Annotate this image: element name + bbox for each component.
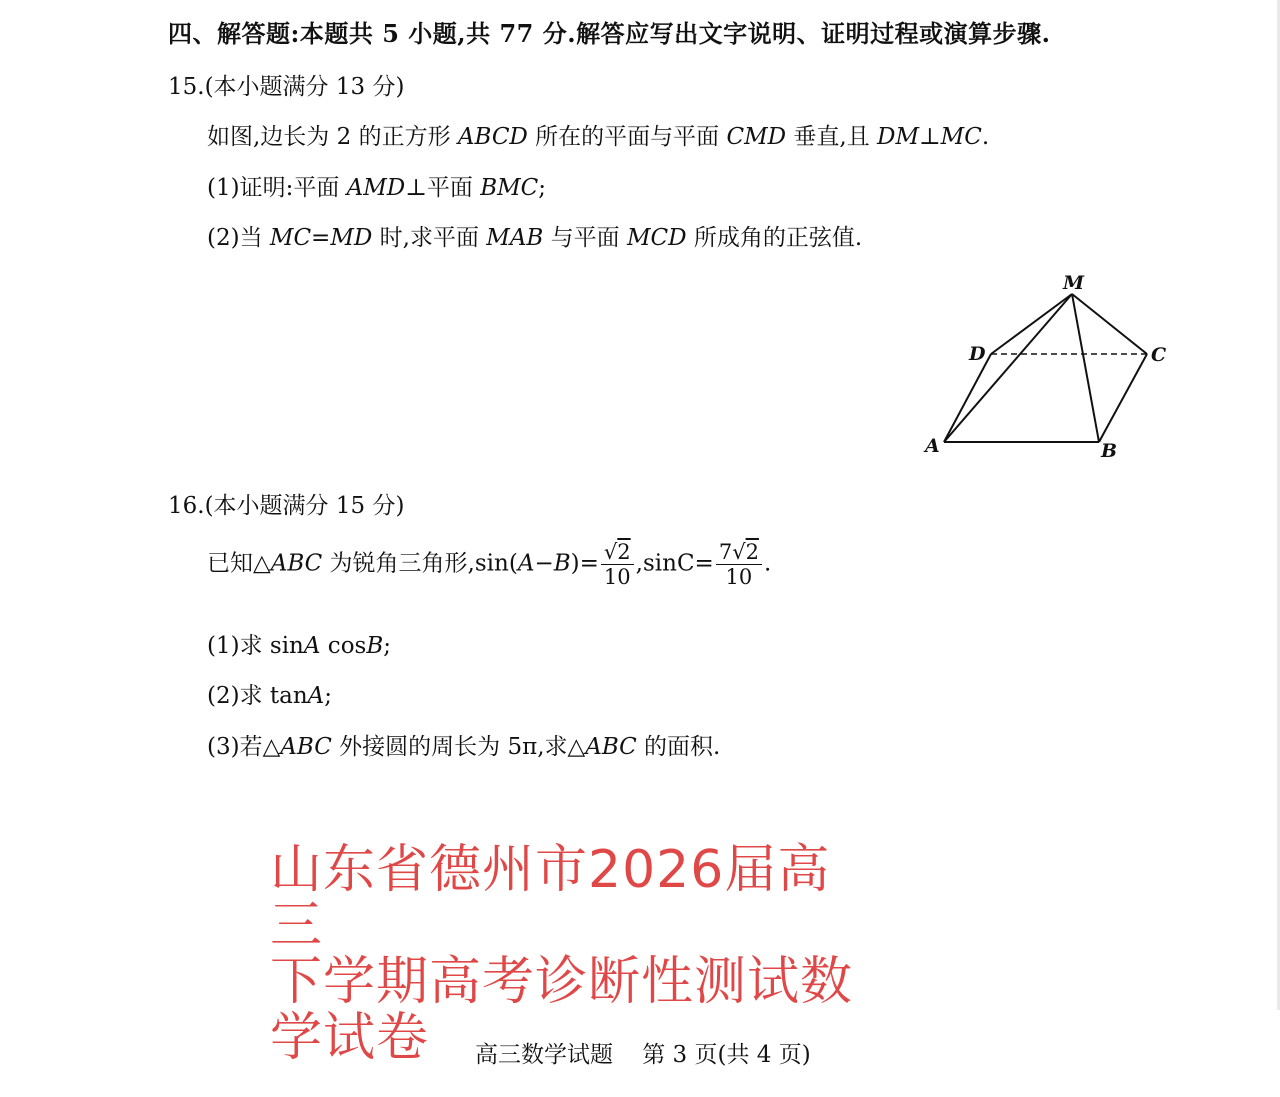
edge-ma [944,294,1072,442]
overlay-title-line-1: 山东省德州市2026届高三 [270,840,831,956]
overlay-title-line-3: 学试卷 [270,1008,430,1068]
overlay-title [270,842,870,1066]
edge-md [991,294,1072,354]
edge-bc [1099,354,1147,442]
overlay-title-line-2: 下学期高考诊断性测试数 [270,952,854,1012]
vertex-label-d: D [969,343,986,365]
pyramid-figure [915,265,1185,465]
q16-part-2: (2)求 tanA; [207,683,333,709]
fraction-7sqrt2-over-10: $\frac{7√2}{10}$ [716,540,762,589]
vertex-label-m: M [1063,272,1085,294]
edge-ad [944,354,991,442]
vertex-label-b: B [1101,440,1118,462]
q16-given: 已知△ABC 为锐角三角形,sin(A−B)= $\frac{√2}{10}$ ,sinC= $\frac{7√2}{10}$ . [207,540,772,590]
q16-part-1: (1)求 sinA cosB; [207,633,391,659]
vertex-label-c: C [1151,344,1167,366]
q15-header: 15.(本小题满分 13 分) [168,74,405,100]
q15-part-2: (2)当 MC=MD 时,求平面 MAB 与平面 MCD 所成角的正弦值. [207,225,863,251]
q16-part-3: (3)若△ABC 外接圆的周长为 5π,求△ABC 的面积. [207,734,721,760]
q15-part-1: (1)证明:平面 AMD⊥平面 BMC; [207,175,547,201]
section-title: 四、解答题:本题共 5 小题,共 77 分.解答应写出文字说明、证明过程或演算步骤. [168,19,1051,48]
pyramid-diagram [915,265,1185,465]
page-footer: 高三数学试题 第 3 页(共 4 页) [475,1042,811,1068]
q16-header: 16.(本小题满分 15 分) [168,493,405,519]
fraction-sqrt2-over-10: $\frac{√2}{10}$ [601,540,634,589]
edge-mc [1072,294,1147,354]
vertex-label-a: A [925,435,940,457]
edge-mb [1072,294,1099,442]
q15-intro: 如图,边长为 2 的正方形 ABCD 所在的平面与平面 CMD 垂直,且 DM⊥MC. [207,124,990,150]
